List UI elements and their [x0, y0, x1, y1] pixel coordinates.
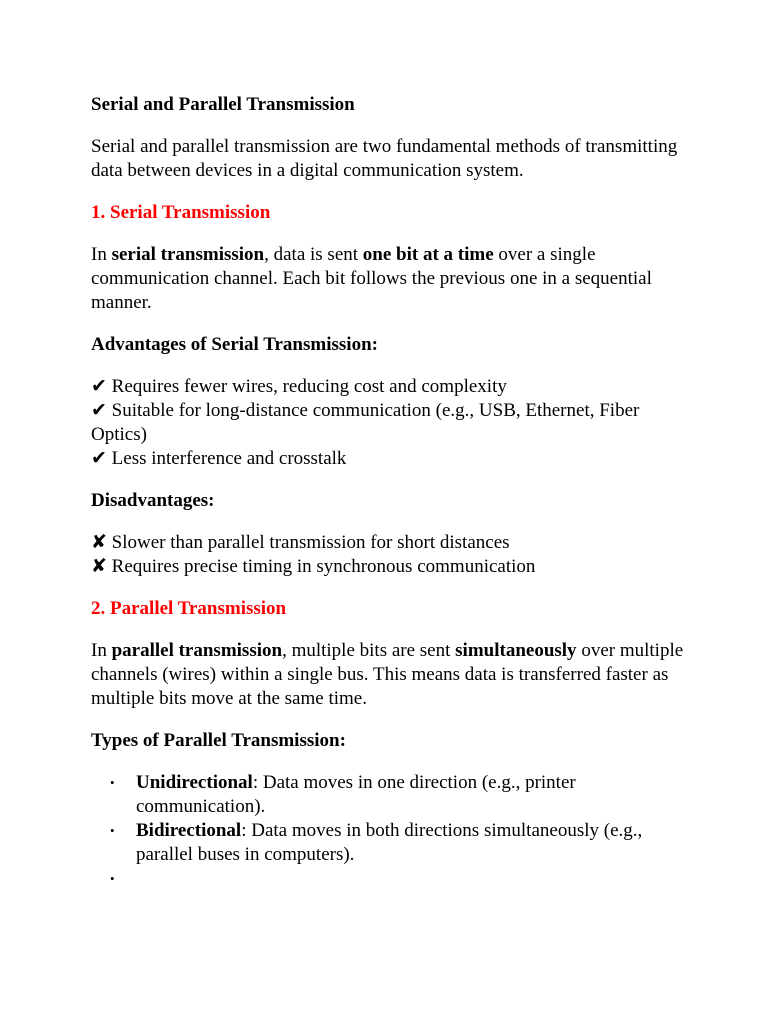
document-title: Serial and Parallel Transmission [91, 94, 355, 115]
parallel-simultaneous-emphasis: simultaneously [455, 640, 577, 661]
bullet-icon: • [110, 823, 115, 838]
type-item-empty [91, 867, 691, 891]
serial-para-mid: , data is sent [264, 244, 363, 265]
parallel-para-mid: , multiple bits are sent [282, 640, 456, 661]
serial-heading: 1. Serial Transmission [91, 202, 271, 223]
parallel-para-prefix: In [91, 640, 112, 661]
parallel-heading: 2. Parallel Transmission [91, 598, 287, 619]
bullet-icon: • [110, 775, 115, 790]
parallel-paragraph [91, 639, 691, 711]
type-item-unidirectional [91, 771, 691, 819]
disadvantages-list [91, 531, 691, 579]
type-term: Bidirectional [136, 820, 242, 841]
serial-bit-emphasis: one bit at a time [362, 244, 494, 265]
advantage-item: ✔ Less interference and crosstalk [91, 448, 347, 469]
advantage-item: ✔ Suitable for long-distance communication (e.g., USB, Ethernet, Fiber Optics) [91, 400, 640, 445]
bullet-icon: • [110, 871, 115, 886]
serial-para-prefix: In [91, 244, 112, 265]
parallel-para-suffix: over multiple channels (wires) within a single bus. This means data is transferred faster as multiple bits move at the same time. [91, 640, 684, 709]
serial-para-suffix: over a single communication channel. Each bit follows the previous one in a sequential manner. [91, 244, 652, 313]
advantages-heading: Advantages of Serial Transmission: [91, 334, 378, 355]
disadvantages-heading: Disadvantages: [91, 490, 215, 511]
type-desc: : Data moves in one direction (e.g., printer communication). [136, 772, 576, 817]
parallel-term: parallel transmission [111, 640, 283, 661]
advantages-list [91, 375, 691, 471]
document-page [91, 93, 691, 891]
intro-paragraph: Serial and parallel transmission are two fundamental methods of transmitting data between devices in a digital communication system. [91, 136, 678, 181]
disadvantage-item: ✘ Requires precise timing in synchronous communication [91, 556, 536, 577]
serial-term: serial transmission [111, 244, 265, 265]
advantage-item: ✔ Requires fewer wires, reducing cost and complexity [91, 376, 507, 397]
type-item-bidirectional [91, 819, 691, 867]
types-heading: Types of Parallel Transmission: [91, 730, 346, 751]
disadvantage-item: ✘ Slower than parallel transmission for short distances [91, 532, 510, 553]
type-term: Unidirectional [136, 772, 253, 793]
type-desc: : Data moves in both directions simultaneously (e.g., parallel buses in computers). [136, 820, 643, 865]
types-list [91, 771, 691, 891]
serial-paragraph [91, 243, 691, 315]
